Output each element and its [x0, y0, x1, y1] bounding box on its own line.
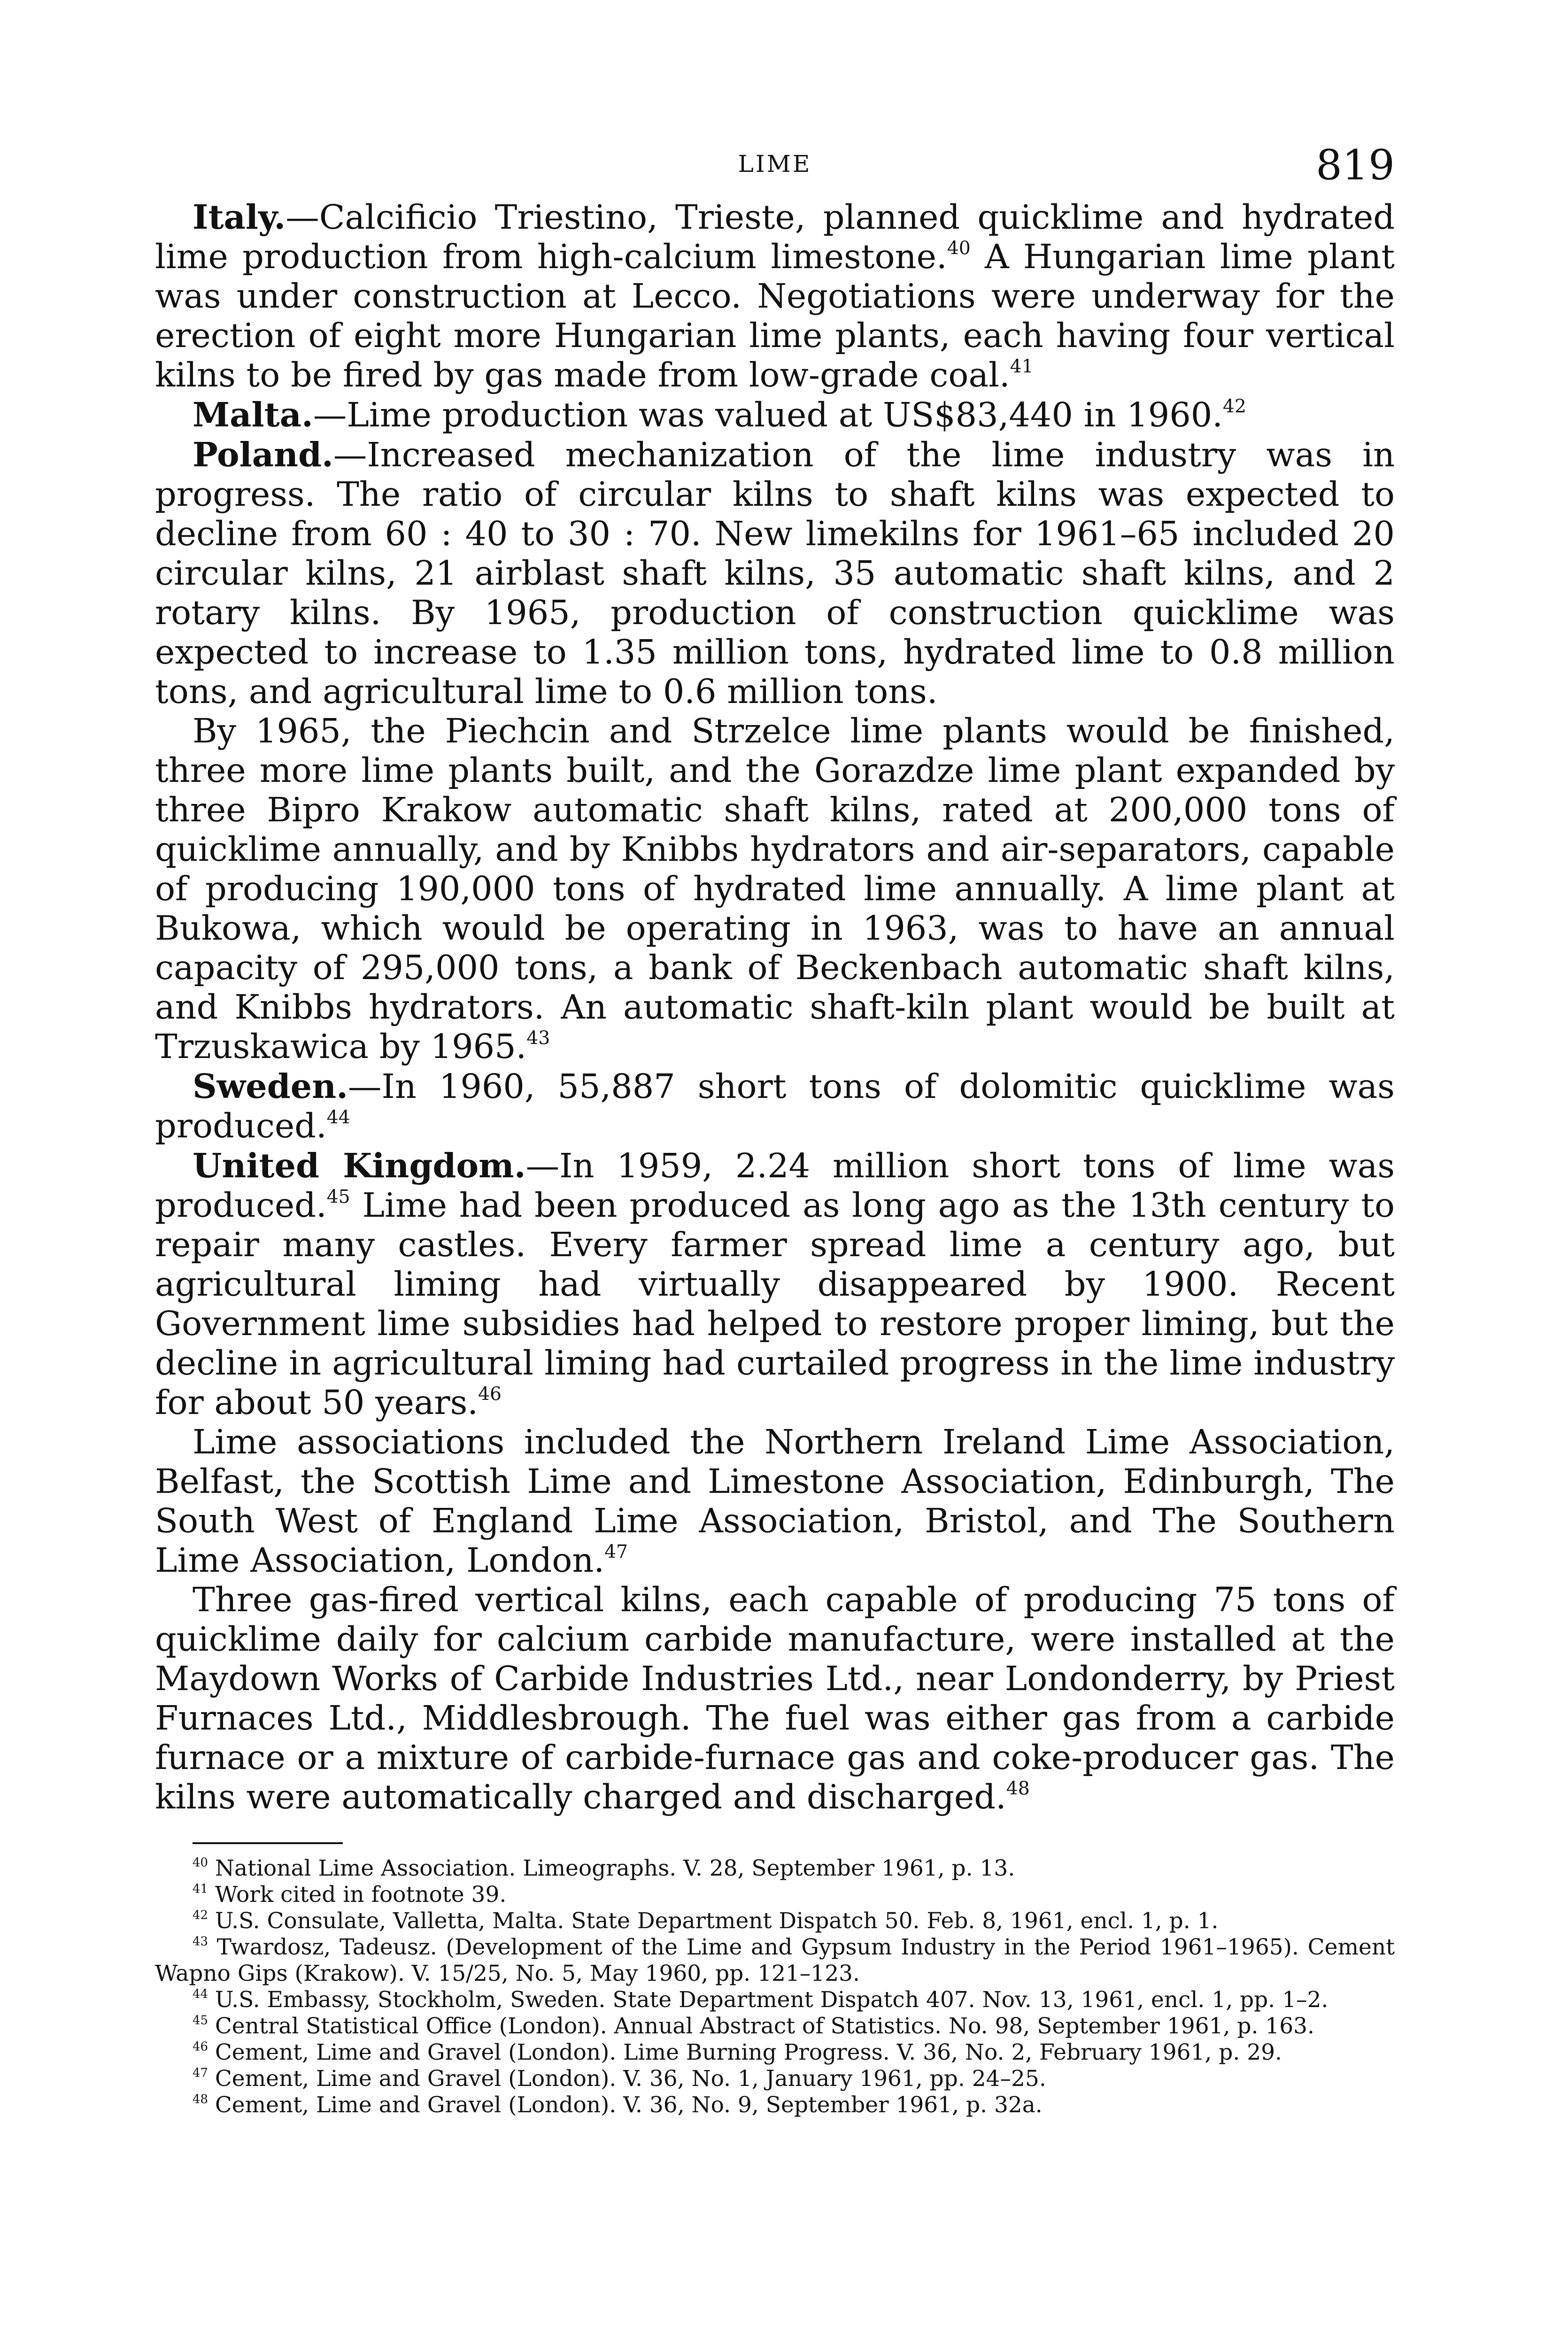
paragraph-italy [155, 197, 1395, 395]
running-head-title: LIME [738, 150, 812, 178]
footnote [155, 1882, 1395, 1908]
footnote [155, 2066, 1395, 2092]
footnote-text: Cement, Lime and Gravel (London). V. 36, No. 9, September 1961, p. 32a. [208, 2092, 1043, 2118]
footnote-number: 46 [193, 2039, 208, 2054]
footnote-text: U.S. Embassy, Stockholm, Sweden. State Department Dispatch 407. Nov. 13, 1961, encl. 1, pp. 1–2. [208, 1987, 1329, 2013]
paragraph-text: —In 1960, 55,887 short tons of dolomitic quicklime was produced. [155, 1067, 1395, 1145]
paragraph-text: A Hungarian lime plant was under construction at Lecco. Negotiations were underway for the erection of eight more Hungarian lime plants, each having four vertical kilns to be fired by gas made from low-grade coal. [155, 237, 1395, 394]
paragraph-united-kingdom [155, 1146, 1395, 1422]
footnote-number: 48 [193, 2092, 208, 2107]
paragraph-text: Lime associations included the Northern Ireland Lime Association, Belfast, the Scottish Lime and Limestone Association, Edinburgh, The South West of England Lime Association, Bristol, and The Southern Lime Association, London. [155, 1422, 1395, 1580]
footnotes [155, 1855, 1395, 2118]
page [155, 141, 1395, 2118]
footnote-ref: 44 [326, 1107, 350, 1128]
paragraph-text: —Calcificio Triestino, Trieste, planned quicklime and hydrated lime production from high-calcium limestone. [155, 198, 1395, 276]
footnote-ref: 40 [947, 238, 971, 259]
running-head [155, 141, 1395, 197]
footnote [155, 2013, 1395, 2039]
paragraph-poland [155, 435, 1395, 711]
footnote-number: 44 [193, 1987, 208, 2001]
footnote [155, 2039, 1395, 2066]
country-heading: United Kingdom. [193, 1146, 526, 1185]
footnote-divider [193, 1842, 343, 1844]
footnote-text: Central Statistical Office (London). Annual Abstract of Statistics. No. 98, September 1961, p. 163. [208, 2013, 1314, 2039]
footnote [155, 1855, 1395, 1882]
paragraph-text: By 1965, the Piechcin and Strzelce lime plants would be finished, three more lime plants built, and the Gorazdze lime plant expanded by three Bipro Krakow automatic shaft kilns, rated at 200,000 tons of quicklime annually, and by Knibbs hydrators and air-separators, capable of producing 190,000 tons of hydrated lime annually. A lime plant at Bukowa, which would be operating in 1963, was to have an annual capacity of 295,000 tons, a bank of Beckenbach automatic shaft kilns, and Knibbs hydrators. An automatic shaft-kiln plant would be built at Trzuskawica by 1965. [155, 711, 1395, 1066]
paragraph-text: —Increased mechanization of the lime industry was in progress. The ratio of circular kilns to shaft kilns was expected to decline from 60 : 40 to 30 : 70. New limekilns for 1961–65 included 20 circular kilns, 21 airblast shaft kilns, 35 automatic shaft kilns, and 2 rotary kilns. By 1965, production of construction quicklime was expected to increase to 1.35 million tons, hydrated lime to 0.8 million tons, and agricultural lime to 0.6 million tons. [155, 435, 1395, 711]
footnote-ref: 46 [478, 1383, 502, 1405]
country-heading: Sweden. [193, 1066, 348, 1106]
footnote [155, 1987, 1395, 2013]
country-heading: Malta. [193, 395, 313, 434]
footnote-text: National Lime Association. Limeographs. V. 28, September 1961, p. 13. [208, 1855, 1015, 1881]
footnote-text: U.S. Consulate, Valletta, Malta. State Department Dispatch 50. Feb. 8, 1961, encl. 1, p. 1. [208, 1908, 1219, 1934]
footnote-text: Work cited in footnote 39. [208, 1882, 507, 1908]
footnote-text: Twardosz, Tadeusz. (Development of the Lime and Gypsum Industry in the Period 1961–1965). Cement Wapno Gips (Krakow). V. 15/25, No. 5, May 1960, pp. 121–123. [155, 1934, 1395, 1986]
footnote-ref: 48 [1006, 1778, 1030, 1800]
footnote-ref: 43 [526, 1027, 550, 1049]
paragraph-malta [155, 395, 1395, 435]
footnote-ref: 45 [326, 1186, 350, 1208]
footnote-ref: 47 [604, 1541, 628, 1563]
footnote-ref: 42 [1222, 396, 1246, 417]
footnote [155, 1934, 1395, 1987]
footnote-number: 45 [193, 2013, 208, 2028]
footnote-number: 41 [193, 1882, 208, 1896]
paragraph-text: Lime had been produced as long ago as the 13th century to repair many castles. Every farmer spread lime a century ago, but agricultural liming had virtually disappeared by 1900. Recent Government lime subsidies had helped to restore proper liming, but the decline in agricultural liming had curtailed progress in the lime industry for about 50 years. [155, 1186, 1395, 1422]
footnote-ref: 41 [1010, 356, 1034, 378]
paragraph-lime-associations [155, 1422, 1395, 1580]
page-number: 819 [1316, 141, 1395, 189]
paragraph-text: —In 1959, 2.24 million short tons of lime was produced. [155, 1146, 1395, 1225]
country-heading: Poland. [193, 435, 333, 474]
footnote [155, 2092, 1395, 2118]
footnote-number: 43 [193, 1934, 208, 1949]
footnote-number: 42 [193, 1908, 208, 1923]
footnote-text: Cement, Lime and Gravel (London). V. 36, No. 1, January 1961, pp. 24–25. [208, 2066, 1046, 2092]
footnote-number: 47 [193, 2066, 208, 2080]
paragraph-text: —Lime production was valued at US$83,440 in 1960. [313, 395, 1223, 434]
body-text [155, 197, 1395, 1817]
footnote-number: 40 [193, 1855, 208, 1870]
paragraph-sweden [155, 1066, 1395, 1146]
footnote-text: Cement, Lime and Gravel (London). Lime Burning Progress. V. 36, No. 2, February 1961, p. 29. [208, 2039, 1282, 2065]
paragraph-poland-continued [155, 711, 1395, 1066]
country-heading: Italy. [193, 197, 286, 237]
paragraph-text: Three gas-fired vertical kilns, each capable of producing 75 tons of quicklime daily for calcium carbide manufacture, were installed at the Maydown Works of Carbide Industries Ltd., near Londonderry, by Priest Furnaces Ltd., Middlesbrough. The fuel was either gas from a carbide furnace or a mixture of carbide-furnace gas and coke-producer gas. The kilns were automatically charged and discharged. [155, 1580, 1395, 1816]
footnote [155, 1908, 1395, 1934]
paragraph-gas-fired-kilns [155, 1580, 1395, 1817]
